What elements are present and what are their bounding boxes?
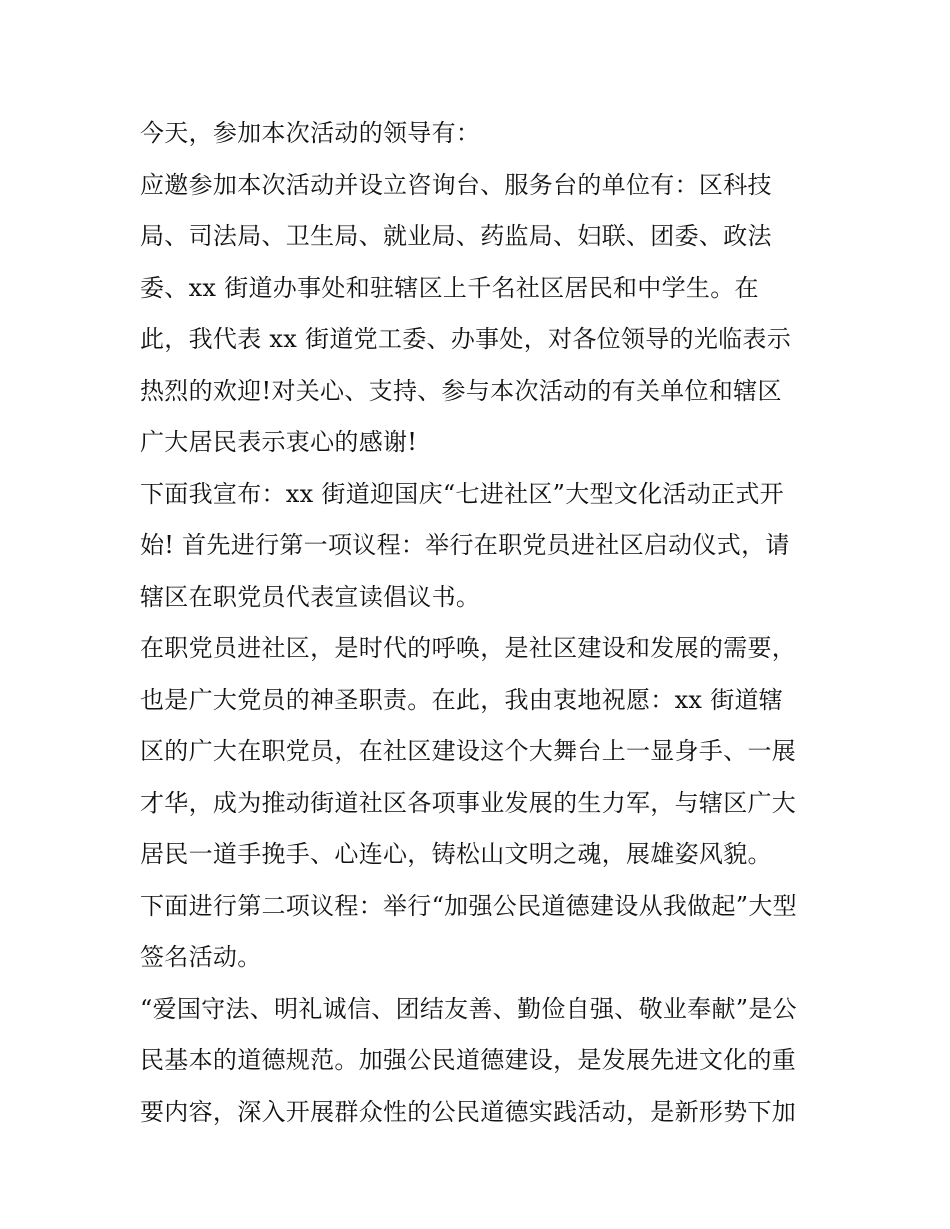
text-line: 辖区在职党员代表宣读倡议书。 <box>140 582 481 611</box>
text-line: 区的广大在职党员，在社区建设这个大舞台上一显身手、一展 <box>140 737 797 765</box>
text-line: 民基本的道德规范。加强公民道德建设，是发展先进文化的重 <box>140 1046 797 1074</box>
text-line: 要内容，深入开展群众性的公民道德实践活动，是新形势下加 <box>140 1097 797 1126</box>
text-line: 委、xx 街道办事处和驻辖区上千名社区居民和中学生。在 <box>140 273 759 302</box>
text-line: 广大居民表示衷心的感谢! <box>140 428 418 456</box>
document-body <box>140 108 820 1138</box>
text-line: 才华，成为推动街道社区各项事业发展的生力军，与辖区广大 <box>140 788 797 817</box>
text-line: 热烈的欢迎!对关心、支持、参与本次活动的有关单位和辖区 <box>140 376 782 405</box>
text-line: 今天，参加本次活动的领导有： <box>140 119 481 147</box>
text-line: “爱国守法、明礼诚信、团结友善、勤俭自强、敬业奉献”是公 <box>140 994 797 1023</box>
text-line: 局、司法局、卫生局、就业局、药监局、妇联、团委、政法 <box>140 222 772 250</box>
text-line: 此，我代表 xx 街道党工委、办事处，对各位领导的光临表示 <box>140 325 792 353</box>
text-line: 签名活动。 <box>140 943 262 971</box>
text-line: 始! 首先进行第一项议程：举行在职党员进社区启动仪式，请 <box>140 531 790 559</box>
text-line: 在职党员进社区，是时代的呼唤，是社区建设和发展的需要， <box>140 634 797 662</box>
text-line: 也是广大党员的神圣职责。在此，我由衷地祝愿：xx 街道辖 <box>140 685 784 714</box>
text-line: 居民一道手挽手、心连心，铸松山文明之魂，展雄姿风貌。 <box>140 840 772 868</box>
text-line: 下面我宣布：xx 街道迎国庆“七进社区”大型文化活动正式开 <box>140 479 784 508</box>
text-line: 下面进行第二项议程：举行“加强公民道德建设从我做起”大型 <box>140 891 797 920</box>
text-line: 应邀参加本次活动并设立咨询台、服务台的单位有：区科技 <box>140 170 772 199</box>
